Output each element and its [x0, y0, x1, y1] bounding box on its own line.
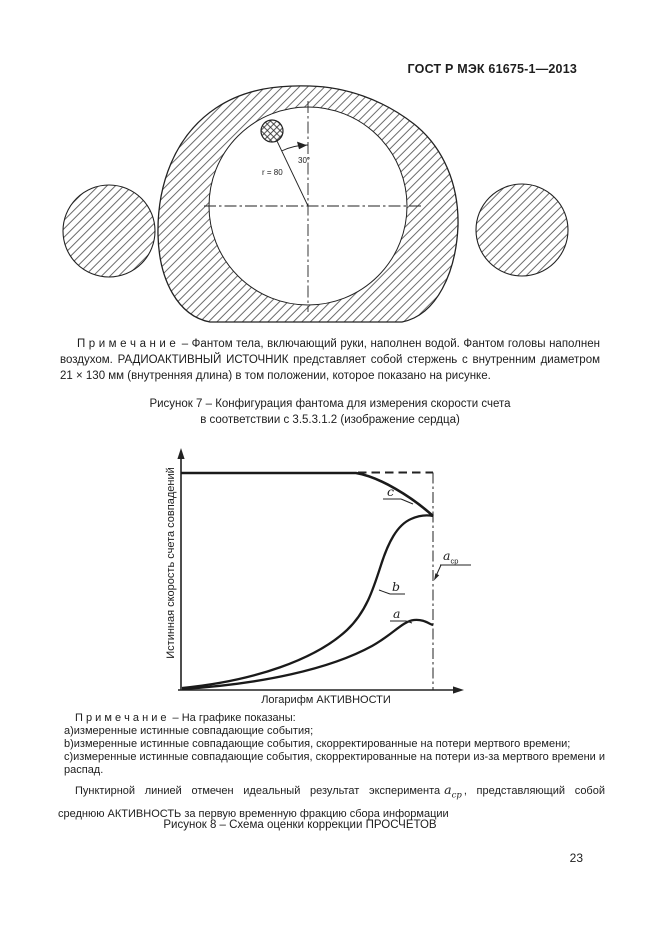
radioactive-source-circle	[261, 120, 283, 142]
acp-label-base: a	[443, 548, 451, 563]
figure7-caption	[60, 397, 600, 428]
figure7-phantom-diagram	[0, 82, 661, 334]
acp-inline-formula	[444, 782, 462, 801]
curve-b	[182, 515, 433, 688]
y-axis-arrowhead	[177, 448, 184, 459]
figure7-note	[60, 336, 600, 384]
angle-label: 30°	[298, 156, 311, 165]
figure8-caption: Рисунок 8 – Схема оценки коррекции ПРОСЧЕТОВ	[163, 819, 437, 831]
figure8-chart	[0, 443, 661, 711]
curve-b-leader	[379, 590, 390, 594]
curve-a-label: a	[393, 606, 401, 621]
curve-c	[181, 473, 433, 516]
para-before-formula: Пунктирной линией отмечен идеальный результат эксперимента	[75, 785, 441, 797]
formula-sub: ср	[451, 790, 462, 801]
note-item-b: b)измеренные истинные совпадающие события, скорректированные на потери мертвого времени;	[64, 738, 571, 750]
x-axis-arrowhead	[453, 686, 464, 693]
y-axis-label: Истинная скорость счета совпадений	[165, 467, 177, 659]
acp-leader-arrowhead	[434, 573, 439, 580]
curve-c-label: c	[387, 484, 395, 499]
right-arm-circle	[476, 184, 568, 276]
x-axis-label: Логарифм АКТИВНОСТИ	[261, 694, 391, 706]
figure8-note-head	[58, 712, 605, 725]
acp-annotation-label	[443, 548, 458, 566]
figure8-note	[58, 712, 605, 777]
radius-label: r = 80	[262, 168, 283, 177]
note-text: – Фантом тела, включающий руки, наполнен водой. Фантом головы наполнен воздухом. РАДИОАКТИВНЫЙ ИСТОЧНИК представляет собой стержень с внутренним диаметром 21 × 130 мм (внутренняя длина) в том положении, которое показано на рисунке.	[60, 338, 600, 382]
left-arm-circle	[63, 185, 155, 277]
curve-a	[182, 620, 433, 689]
acp-label-sub: ср	[450, 556, 459, 566]
note-label: П р и м е ч а н и е	[77, 338, 176, 350]
standard-code-header: ГОСТ Р МЭК 61675-1—2013	[407, 62, 577, 76]
curve-b-label: b	[392, 579, 401, 594]
figure7-caption-line1: Рисунок 7 – Конфигурация фантома для измерения скорости счета	[149, 398, 511, 410]
note-item-c: с)измеренные истинные совпадающие события, скорректированные на потери из-за мертвого времени и распад.	[64, 751, 605, 776]
formula-base: a	[444, 782, 452, 797]
note-label: П р и м е ч а н и е	[75, 712, 167, 724]
dashed-line-explanation	[58, 781, 605, 823]
para-after-formula: , представляющий собой среднюю АКТИВНОСТЬ за первую временную фракцию сбора информации	[58, 785, 605, 820]
page-number: 23	[569, 851, 583, 865]
figure7-caption-line2: в соответствии с 3.5.3.1.2 (изображение сердца)	[200, 413, 460, 426]
note-item-a: a)измеренные истинные совпадающие события;	[64, 725, 314, 737]
note-intro: – На графике показаны:	[172, 712, 296, 724]
